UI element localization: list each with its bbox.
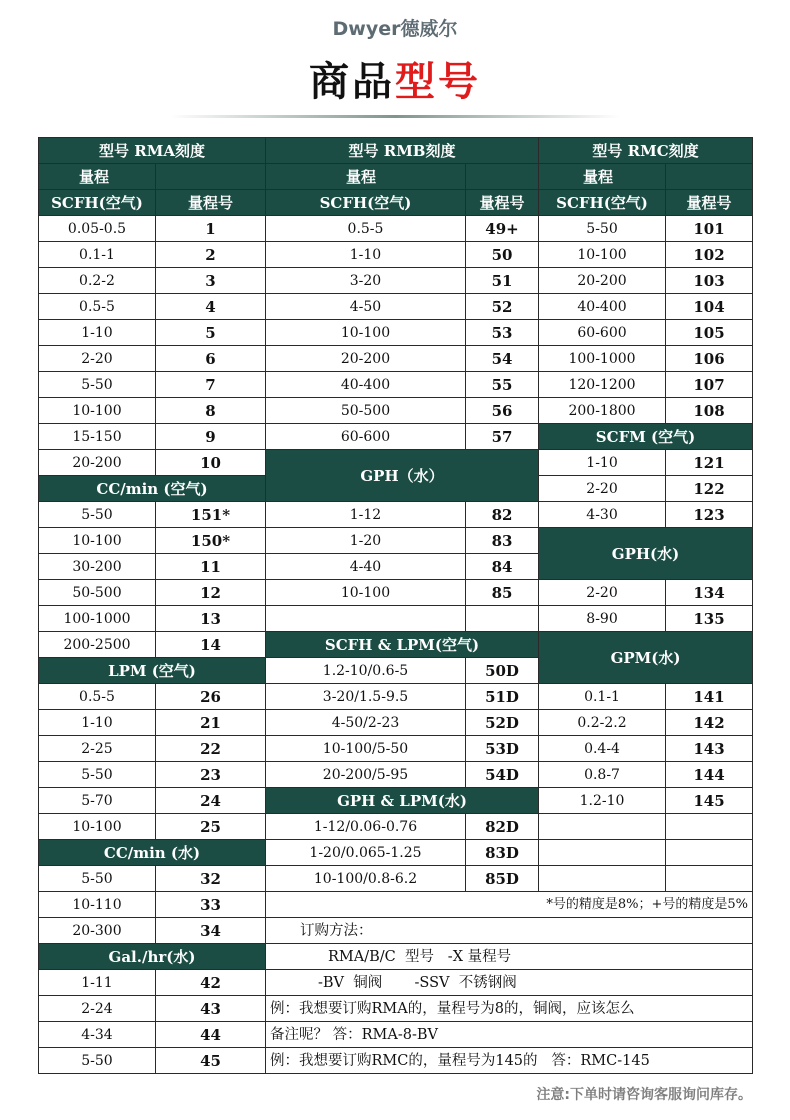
rmc-code: 104 — [666, 294, 753, 320]
rmc-code: 108 — [666, 398, 753, 424]
rmc-code: 135 — [666, 606, 753, 632]
table-row — [39, 580, 753, 606]
rmc-range: 1.2-10 — [539, 788, 666, 814]
table-row — [39, 216, 753, 242]
table-row — [39, 840, 753, 866]
rmc-code: 121 — [666, 450, 753, 476]
brand-name: Dwyer德威尔 — [332, 18, 458, 40]
rmb-code: 53 — [466, 320, 539, 346]
rmc-range: 10-100 — [539, 242, 666, 268]
rma-range: 15-150 — [39, 424, 156, 450]
rmc-range: 200-1800 — [539, 398, 666, 424]
cc-air-section: CC/min (空气) — [39, 476, 266, 502]
header-row — [39, 138, 753, 164]
rma-range: 50-500 — [39, 580, 156, 606]
table-row — [39, 320, 753, 346]
rma-code: 11 — [156, 554, 266, 580]
order-method-title: 订购方法： — [266, 918, 753, 944]
rmb-code: 83D — [466, 840, 539, 866]
rma-code: 42 — [156, 970, 266, 996]
rmb-range: 10-100 — [266, 320, 466, 346]
order-example-2: 例：我想要订购RMC的，量程号为145的 答：RMC-145 — [266, 1048, 753, 1074]
rma-code: 8 — [156, 398, 266, 424]
rma-range: 1-10 — [39, 710, 156, 736]
rmb-code: 83 — [466, 528, 539, 554]
order-options: -BV 铜阀 -SSV 不锈钢阀 — [266, 970, 753, 996]
range-no-header: 量程号 — [156, 190, 266, 216]
rma-code: 13 — [156, 606, 266, 632]
header-row — [39, 164, 753, 190]
rma-range: 10-110 — [39, 892, 156, 918]
page-title — [0, 50, 790, 107]
rmb-code: 53D — [466, 736, 539, 762]
table-row — [39, 944, 753, 970]
rma-range: 20-200 — [39, 450, 156, 476]
rmb-range: 1-12 — [266, 502, 466, 528]
rmc-code: 123 — [666, 502, 753, 528]
rma-code: 25 — [156, 814, 266, 840]
rmc-range: 20-200 — [539, 268, 666, 294]
table-row — [39, 814, 753, 840]
rmb-header: 型号 RMB刻度 — [266, 138, 539, 164]
empty-cell — [666, 814, 753, 840]
rmc-range: 120-1200 — [539, 372, 666, 398]
rma-range: 10-100 — [39, 814, 156, 840]
empty-cell — [539, 866, 666, 892]
table-row — [39, 710, 753, 736]
rmb-code: 54D — [466, 762, 539, 788]
range-header: 量程 — [539, 164, 666, 190]
header-blank — [466, 164, 539, 190]
rma-code: 9 — [156, 424, 266, 450]
rma-code: 6 — [156, 346, 266, 372]
rma-code: 21 — [156, 710, 266, 736]
empty-cell — [539, 814, 666, 840]
rmb-range: 60-600 — [266, 424, 466, 450]
rmb-code: 85D — [466, 866, 539, 892]
rmb-code: 50D — [466, 658, 539, 684]
table-row — [39, 918, 753, 944]
header-row — [39, 190, 753, 216]
table-row — [39, 424, 753, 450]
rmc-header: 型号 RMC刻度 — [539, 138, 753, 164]
rma-code: 22 — [156, 736, 266, 762]
rmb-range: 40-400 — [266, 372, 466, 398]
rma-range: 0.1-1 — [39, 242, 156, 268]
rma-code: 45 — [156, 1048, 266, 1074]
rma-code: 2 — [156, 242, 266, 268]
rmc-code: 122 — [666, 476, 753, 502]
rmc-code: 144 — [666, 762, 753, 788]
rmb-range: 3-20/1.5-9.5 — [266, 684, 466, 710]
rmb-code: 56 — [466, 398, 539, 424]
rmc-code: 143 — [666, 736, 753, 762]
rma-code: 151* — [156, 502, 266, 528]
rmb-code: 51 — [466, 268, 539, 294]
rmc-code: 134 — [666, 580, 753, 606]
order-example-1-answer: 备注呢？ 答：RMA-8-BV — [266, 1022, 753, 1048]
rmc-range: 40-400 — [539, 294, 666, 320]
table-row — [39, 242, 753, 268]
rmb-range: 1-10 — [266, 242, 466, 268]
rmc-range: 1-10 — [539, 450, 666, 476]
table-row — [39, 1022, 753, 1048]
rma-code: 34 — [156, 918, 266, 944]
precision-note: *号的精度是8%；+号的精度是5% — [266, 892, 753, 918]
rma-code: 33 — [156, 892, 266, 918]
table-row — [39, 762, 753, 788]
table-row — [39, 528, 753, 554]
table-row — [39, 632, 753, 658]
rmc-code: 102 — [666, 242, 753, 268]
empty-cell — [666, 840, 753, 866]
rma-range: 5-50 — [39, 762, 156, 788]
header-blank — [156, 164, 266, 190]
rma-range: 5-50 — [39, 502, 156, 528]
rma-code: 12 — [156, 580, 266, 606]
rma-code: 5 — [156, 320, 266, 346]
rmb-range: 10-100/0.8-6.2 — [266, 866, 466, 892]
range-no-header: 量程号 — [666, 190, 753, 216]
table-row — [39, 892, 753, 918]
gph-water-section: GPH（水） — [266, 450, 539, 502]
table-row — [39, 866, 753, 892]
rma-range: 10-100 — [39, 528, 156, 554]
table-row — [39, 970, 753, 996]
table-row — [39, 684, 753, 710]
rmb-code: 82D — [466, 814, 539, 840]
rmb-range: 0.5-5 — [266, 216, 466, 242]
rmb-range: 1-20 — [266, 528, 466, 554]
rma-code: 3 — [156, 268, 266, 294]
rmb-code: 49+ — [466, 216, 539, 242]
rma-range: 1-10 — [39, 320, 156, 346]
rmc-range: 2-20 — [539, 476, 666, 502]
rmb-code: 54 — [466, 346, 539, 372]
rmb-range: 3-20 — [266, 268, 466, 294]
rma-code: 32 — [156, 866, 266, 892]
rma-code: 1 — [156, 216, 266, 242]
rmb-range: 1.2-10/0.6-5 — [266, 658, 466, 684]
rmb-range: 50-500 — [266, 398, 466, 424]
galhr-water-section: Gal./hr(水) — [39, 944, 266, 970]
rmc-range: 0.8-7 — [539, 762, 666, 788]
gph-lpm-water-section: GPH & LPM(水) — [266, 788, 539, 814]
stock-notice: 注意:下单时请咨询客服询问库存。 — [536, 1087, 752, 1103]
model-spec-table — [38, 137, 753, 1074]
rma-range: 5-50 — [39, 1048, 156, 1074]
rmb-range: 20-200 — [266, 346, 466, 372]
table-row — [39, 736, 753, 762]
rmb-code: 57 — [466, 424, 539, 450]
rma-code: 44 — [156, 1022, 266, 1048]
rma-range: 20-300 — [39, 918, 156, 944]
rma-range: 0.5-5 — [39, 294, 156, 320]
table-row — [39, 372, 753, 398]
rmc-range: 8-90 — [539, 606, 666, 632]
rmb-code: 85 — [466, 580, 539, 606]
range-header: 量程 — [39, 164, 156, 190]
range-header: 量程 — [266, 164, 466, 190]
rmc-range: 100-1000 — [539, 346, 666, 372]
gpm-water-section: GPM(水) — [539, 632, 753, 684]
rmb-code: 82 — [466, 502, 539, 528]
rmc-range: 2-20 — [539, 580, 666, 606]
rma-range: 5-70 — [39, 788, 156, 814]
rma-range: 200-2500 — [39, 632, 156, 658]
scfh-header: SCFH(空气) — [539, 190, 666, 216]
table-row — [39, 450, 753, 476]
rma-range: 5-50 — [39, 866, 156, 892]
range-no-header: 量程号 — [466, 190, 539, 216]
scfh-header: SCFH(空气) — [266, 190, 466, 216]
rma-range: 10-100 — [39, 398, 156, 424]
rmb-range: 1-12/0.06-0.76 — [266, 814, 466, 840]
rmb-code: 52D — [466, 710, 539, 736]
rmb-code: 52 — [466, 294, 539, 320]
rmc-range: 0.1-1 — [539, 684, 666, 710]
title-part2: 型号 — [395, 59, 481, 105]
rmc-range: 5-50 — [539, 216, 666, 242]
rma-range: 100-1000 — [39, 606, 156, 632]
rmc-code: 105 — [666, 320, 753, 346]
rma-code: 23 — [156, 762, 266, 788]
table-row — [39, 1048, 753, 1074]
order-format: RMA/B/C 型号 -X 量程号 — [266, 944, 753, 970]
rmc-range: 0.2-2.2 — [539, 710, 666, 736]
rma-code: 24 — [156, 788, 266, 814]
gph-water-rmc-section: GPH(水) — [539, 528, 753, 580]
empty-cell — [666, 866, 753, 892]
rmb-code: 51D — [466, 684, 539, 710]
rmc-code: 142 — [666, 710, 753, 736]
rmb-code: 50 — [466, 242, 539, 268]
table-row — [39, 346, 753, 372]
scfm-air-section: SCFM (空气) — [539, 424, 753, 450]
rmb-range: 10-100/5-50 — [266, 736, 466, 762]
rmc-code: 107 — [666, 372, 753, 398]
rma-range: 2-24 — [39, 996, 156, 1022]
rmc-code: 101 — [666, 216, 753, 242]
table-row — [39, 788, 753, 814]
rmb-range: 1-20/0.065-1.25 — [266, 840, 466, 866]
lpm-air-section: LPM (空气) — [39, 658, 266, 684]
rma-code: 43 — [156, 996, 266, 1022]
rma-code: 7 — [156, 372, 266, 398]
empty-cell — [266, 606, 466, 632]
table-row — [39, 502, 753, 528]
cc-water-section: CC/min (水) — [39, 840, 266, 866]
table-row — [39, 268, 753, 294]
scfh-header: SCFH(空气) — [39, 190, 156, 216]
table-row — [39, 996, 753, 1022]
rma-range: 2-25 — [39, 736, 156, 762]
table-row — [39, 398, 753, 424]
header-blank — [666, 164, 753, 190]
rmb-range: 20-200/5-95 — [266, 762, 466, 788]
rmc-code: 145 — [666, 788, 753, 814]
rmb-range: 4-50 — [266, 294, 466, 320]
rmc-code: 103 — [666, 268, 753, 294]
title-part1: 商品 — [309, 59, 395, 105]
rma-range: 4-34 — [39, 1022, 156, 1048]
rmc-range: 4-30 — [539, 502, 666, 528]
rmb-range: 4-50/2-23 — [266, 710, 466, 736]
scfh-lpm-air-section: SCFH & LPM(空气) — [266, 632, 539, 658]
rmb-code: 55 — [466, 372, 539, 398]
rma-code: 150* — [156, 528, 266, 554]
rma-range: 0.05-0.5 — [39, 216, 156, 242]
rmb-code: 84 — [466, 554, 539, 580]
rma-range: 30-200 — [39, 554, 156, 580]
rma-code: 4 — [156, 294, 266, 320]
rma-range: 0.5-5 — [39, 684, 156, 710]
table-row — [39, 606, 753, 632]
rma-range: 5-50 — [39, 372, 156, 398]
table-row — [39, 294, 753, 320]
rma-code: 14 — [156, 632, 266, 658]
rma-range: 2-20 — [39, 346, 156, 372]
rmc-code: 141 — [666, 684, 753, 710]
rmc-range: 0.4-4 — [539, 736, 666, 762]
rma-range: 0.2-2 — [39, 268, 156, 294]
rmc-range: 60-600 — [539, 320, 666, 346]
order-example-1: 例：我想要订购RMA的，量程号为8的，铜阀，应该怎么 — [266, 996, 753, 1022]
rmb-range: 10-100 — [266, 580, 466, 606]
rma-code: 26 — [156, 684, 266, 710]
rmb-range: 4-40 — [266, 554, 466, 580]
rma-code: 10 — [156, 450, 266, 476]
rma-header: 型号 RMA刻度 — [39, 138, 266, 164]
rmc-code: 106 — [666, 346, 753, 372]
empty-cell — [466, 606, 539, 632]
rma-range: 1-11 — [39, 970, 156, 996]
title-divider — [170, 115, 620, 118]
empty-cell — [539, 840, 666, 866]
